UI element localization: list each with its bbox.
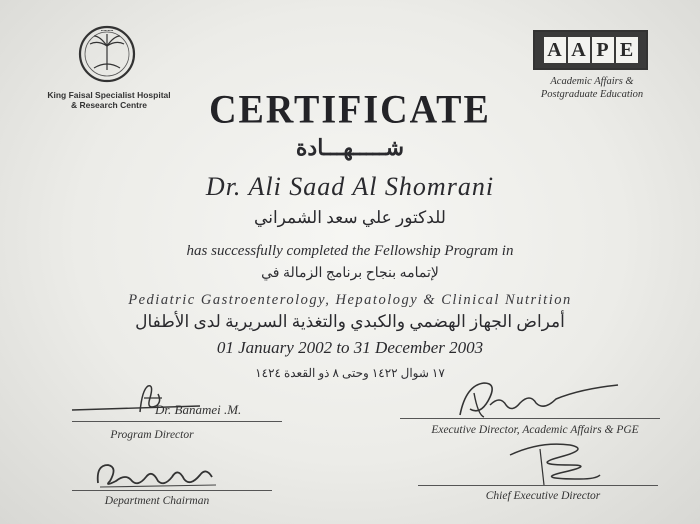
program-director-signature-line xyxy=(72,421,282,422)
department-chairman-signature-icon xyxy=(92,455,222,491)
completion-statement: has successfully completed the Fellowship Program in xyxy=(186,243,514,259)
aape-letter: A xyxy=(544,37,566,63)
program-dates-hijri: ١٧ شوال ١٤٢٢ وحتى ٨ ذو القعدة ١٤٢٤ xyxy=(255,366,445,380)
program-name-arabic: أمراض الجهاز الهضمي والكبدي والتغذية السريرية لدى الأطفال xyxy=(135,312,565,331)
aape-subtitle-line1: Academic Affairs & xyxy=(550,76,634,87)
executive-director-label: Executive Director, Academic Affairs & PGE xyxy=(431,424,639,436)
recipient-name: Dr. Ali Saad Al Shomrani xyxy=(205,172,495,201)
program-name: Pediatric Gastroenterology, Hepatology & Clinical Nutrition xyxy=(128,292,572,308)
ceo-signature-line xyxy=(418,485,658,486)
department-chairman-signature-line xyxy=(72,490,272,491)
aape-letter: E xyxy=(616,37,638,63)
svg-text:•••••••••: ••••••••• xyxy=(100,28,114,33)
aape-letter: A xyxy=(568,37,590,63)
program-director-name: Dr. Banamei .M. xyxy=(155,402,242,417)
aape-subtitle-line2: Postgraduate Education xyxy=(540,89,644,100)
completion-statement-arabic: لإتمامه بنجاح برنامج الزمالة في xyxy=(261,266,439,281)
ceo-signature-icon xyxy=(500,435,610,490)
program-dates: 01 January 2002 to 31 December 2003 xyxy=(216,338,484,357)
org-name-line1: King Faisal Specialist Hospital xyxy=(47,90,171,100)
program-director-label: Program Director xyxy=(110,429,194,441)
department-chairman-label: Department Chairman xyxy=(104,495,210,507)
org-name-line2: & Research Centre xyxy=(70,100,148,110)
ceo-label: Chief Executive Director xyxy=(485,490,601,502)
aape-logo xyxy=(533,30,648,70)
aape-letter: P xyxy=(592,37,614,63)
certificate-title: CERTIFICATE xyxy=(209,87,491,133)
recipient-name-arabic: للدكتور علي سعد الشمراني xyxy=(254,208,446,227)
certificate-title-arabic: شـــــهـــادة xyxy=(295,135,405,160)
executive-director-signature-line xyxy=(400,418,660,419)
kfshrc-emblem-icon xyxy=(72,24,142,86)
